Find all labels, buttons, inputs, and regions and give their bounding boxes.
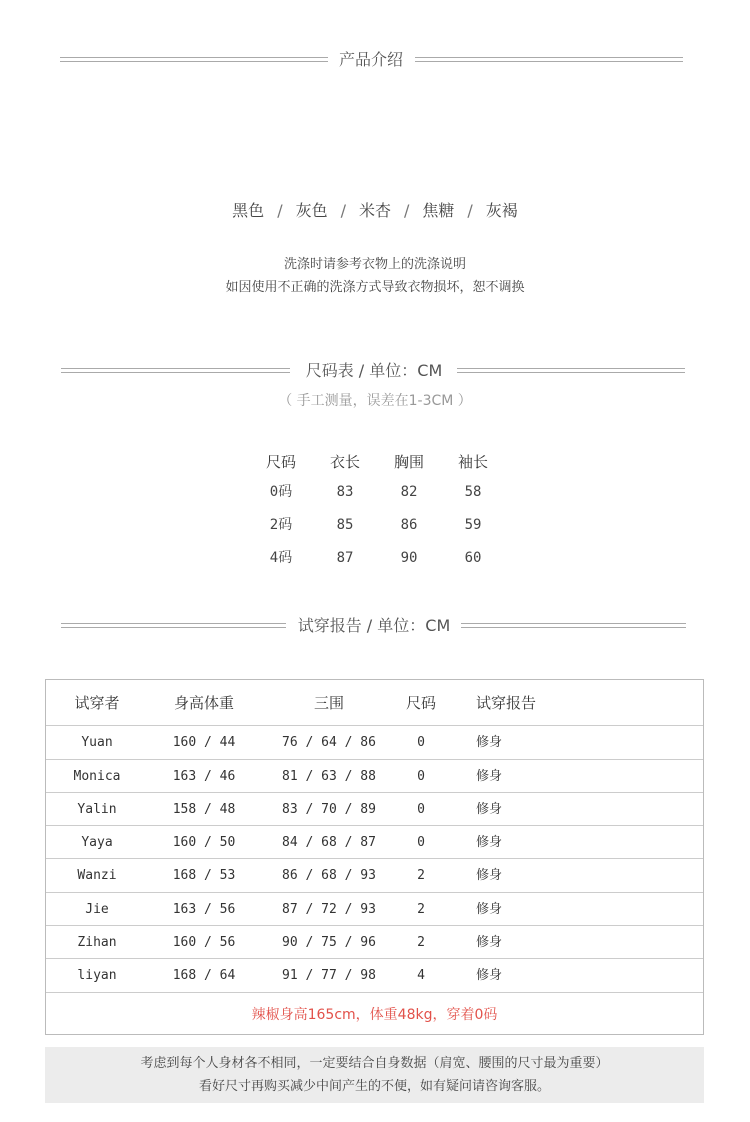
sleeve-cell: 60: [464, 550, 482, 566]
section-title-trial: [0, 615, 750, 639]
size-cell: 4码: [269, 550, 293, 566]
section-title-size: [0, 360, 750, 384]
title-rule-right: [457, 368, 685, 373]
bust-cell: 86: [400, 517, 418, 533]
size-cell: 2码: [269, 517, 293, 533]
color-separator: /: [340, 201, 346, 220]
section-title-text: 试穿报告 / 单位：CM: [297, 616, 451, 635]
size-worn: 2: [417, 902, 425, 917]
tester-name: Jie: [85, 902, 109, 917]
height-weight: 163 / 46: [172, 769, 236, 784]
measurements: 86 / 68 / 93: [282, 868, 376, 883]
size-worn: 0: [417, 835, 425, 850]
fit-report: 修身: [476, 735, 503, 750]
measurement-note: （ 手工测量，误差在1-3CM ）: [278, 393, 472, 409]
sizing-tip: 考虑到每个人身材各不相同，一定要结合自身数据（肩宽、腰围的尺寸最为重要）: [140, 1056, 609, 1071]
color-option: 黑色: [232, 201, 265, 220]
size-chart-row: [249, 514, 505, 547]
color-option: 灰色: [295, 201, 328, 220]
fit-report: 修身: [476, 769, 503, 784]
measurements: 83 / 70 / 89: [282, 802, 376, 817]
header-cell: 身高体重: [173, 694, 234, 712]
trial-table-row: [46, 793, 703, 826]
trial-table-row: [46, 826, 703, 859]
header-cell: 试穿报告: [476, 694, 537, 712]
title-rule-right: [461, 623, 686, 628]
size-worn: 2: [417, 935, 425, 950]
section-title-intro: [0, 49, 750, 73]
fit-report: 修身: [476, 868, 503, 883]
header-cell: 三围: [313, 694, 344, 712]
section-title-text: 产品介绍: [338, 50, 403, 69]
title-rule-left: [61, 368, 290, 373]
tester-name: liyan: [77, 968, 117, 983]
measurements: 81 / 63 / 88: [282, 769, 376, 784]
model-fit-note: 辣椒身高165cm，体重48kg，穿着0码: [251, 1007, 498, 1023]
trial-table-row: [46, 926, 703, 959]
color-option: 灰褐: [485, 201, 518, 220]
header-cell: 尺码: [265, 453, 296, 471]
height-weight: 168 / 53: [172, 868, 236, 883]
fit-report: 修身: [476, 968, 503, 983]
measurements: 91 / 77 / 98: [282, 968, 376, 983]
size-worn: 0: [417, 769, 425, 784]
header-cell: 袖长: [457, 453, 488, 471]
measurements: 76 / 64 / 86: [282, 735, 376, 750]
tester-name: Yuan: [81, 735, 113, 750]
color-separator: /: [404, 201, 410, 220]
sleeve-cell: 59: [464, 517, 482, 533]
trial-table-row: [46, 959, 703, 993]
tester-name: Yalin: [77, 802, 117, 817]
header-cell: 尺码: [405, 694, 436, 712]
title-rule-left: [61, 623, 286, 628]
sleeve-cell: 58: [464, 484, 482, 500]
height-weight: 160 / 44: [172, 735, 236, 750]
length-cell: 87: [336, 550, 354, 566]
trial-report-table: [45, 679, 704, 1035]
title-rule-right: [415, 57, 683, 62]
wash-note: 如因使用不正确的洗涤方式导致衣物损坏，恕不调换: [225, 280, 525, 295]
color-separator: /: [467, 201, 473, 220]
tester-name: Wanzi: [77, 868, 117, 883]
size-worn: 4: [417, 968, 425, 983]
height-weight: 163 / 56: [172, 902, 236, 917]
height-weight: 160 / 56: [172, 935, 236, 950]
wash-note: 洗涤时请参考衣物上的洗涤说明: [283, 257, 466, 272]
sizing-tip: 看好尺寸再购买减少中间产生的不便，如有疑问请咨询客服。: [198, 1079, 550, 1094]
tester-name: Monica: [73, 769, 121, 784]
header-cell: 衣长: [329, 453, 360, 471]
trial-table-row: [46, 760, 703, 793]
size-chart-row: [249, 547, 505, 580]
size-cell: 0码: [269, 484, 293, 500]
fit-report: 修身: [476, 802, 503, 817]
trial-table-row: [46, 726, 703, 760]
fit-report: 修身: [476, 902, 503, 917]
color-option: 米杏: [358, 201, 391, 220]
size-chart-header: [249, 451, 505, 481]
fit-report: 修身: [476, 935, 503, 950]
size-chart-row: [249, 481, 505, 514]
measurements: 90 / 75 / 96: [282, 935, 376, 950]
height-weight: 168 / 64: [172, 968, 236, 983]
bust-cell: 90: [400, 550, 418, 566]
size-chart: [249, 451, 505, 580]
trial-table-header: [46, 680, 703, 726]
tester-name: Zihan: [77, 935, 117, 950]
section-title-text: 尺码表 / 单位：CM: [305, 361, 443, 380]
header-cell: 胸围: [393, 453, 424, 471]
length-cell: 83: [336, 484, 354, 500]
trial-table-row: [46, 859, 703, 893]
size-worn: 0: [417, 735, 425, 750]
trial-table-row: [46, 893, 703, 926]
measurements: 87 / 72 / 93: [282, 902, 376, 917]
fit-report: 修身: [476, 835, 503, 850]
size-worn: 0: [417, 802, 425, 817]
size-worn: 2: [417, 868, 425, 883]
color-separator: /: [277, 201, 283, 220]
color-options: [0, 200, 750, 222]
sizing-tip-panel: [45, 1047, 704, 1103]
height-weight: 160 / 50: [172, 835, 236, 850]
tester-name: Yaya: [81, 835, 113, 850]
bust-cell: 82: [400, 484, 418, 500]
header-cell: 试穿者: [74, 694, 120, 712]
color-option: 焦糖: [422, 201, 455, 220]
height-weight: 158 / 48: [172, 802, 236, 817]
length-cell: 85: [336, 517, 354, 533]
measurements: 84 / 68 / 87: [282, 835, 376, 850]
